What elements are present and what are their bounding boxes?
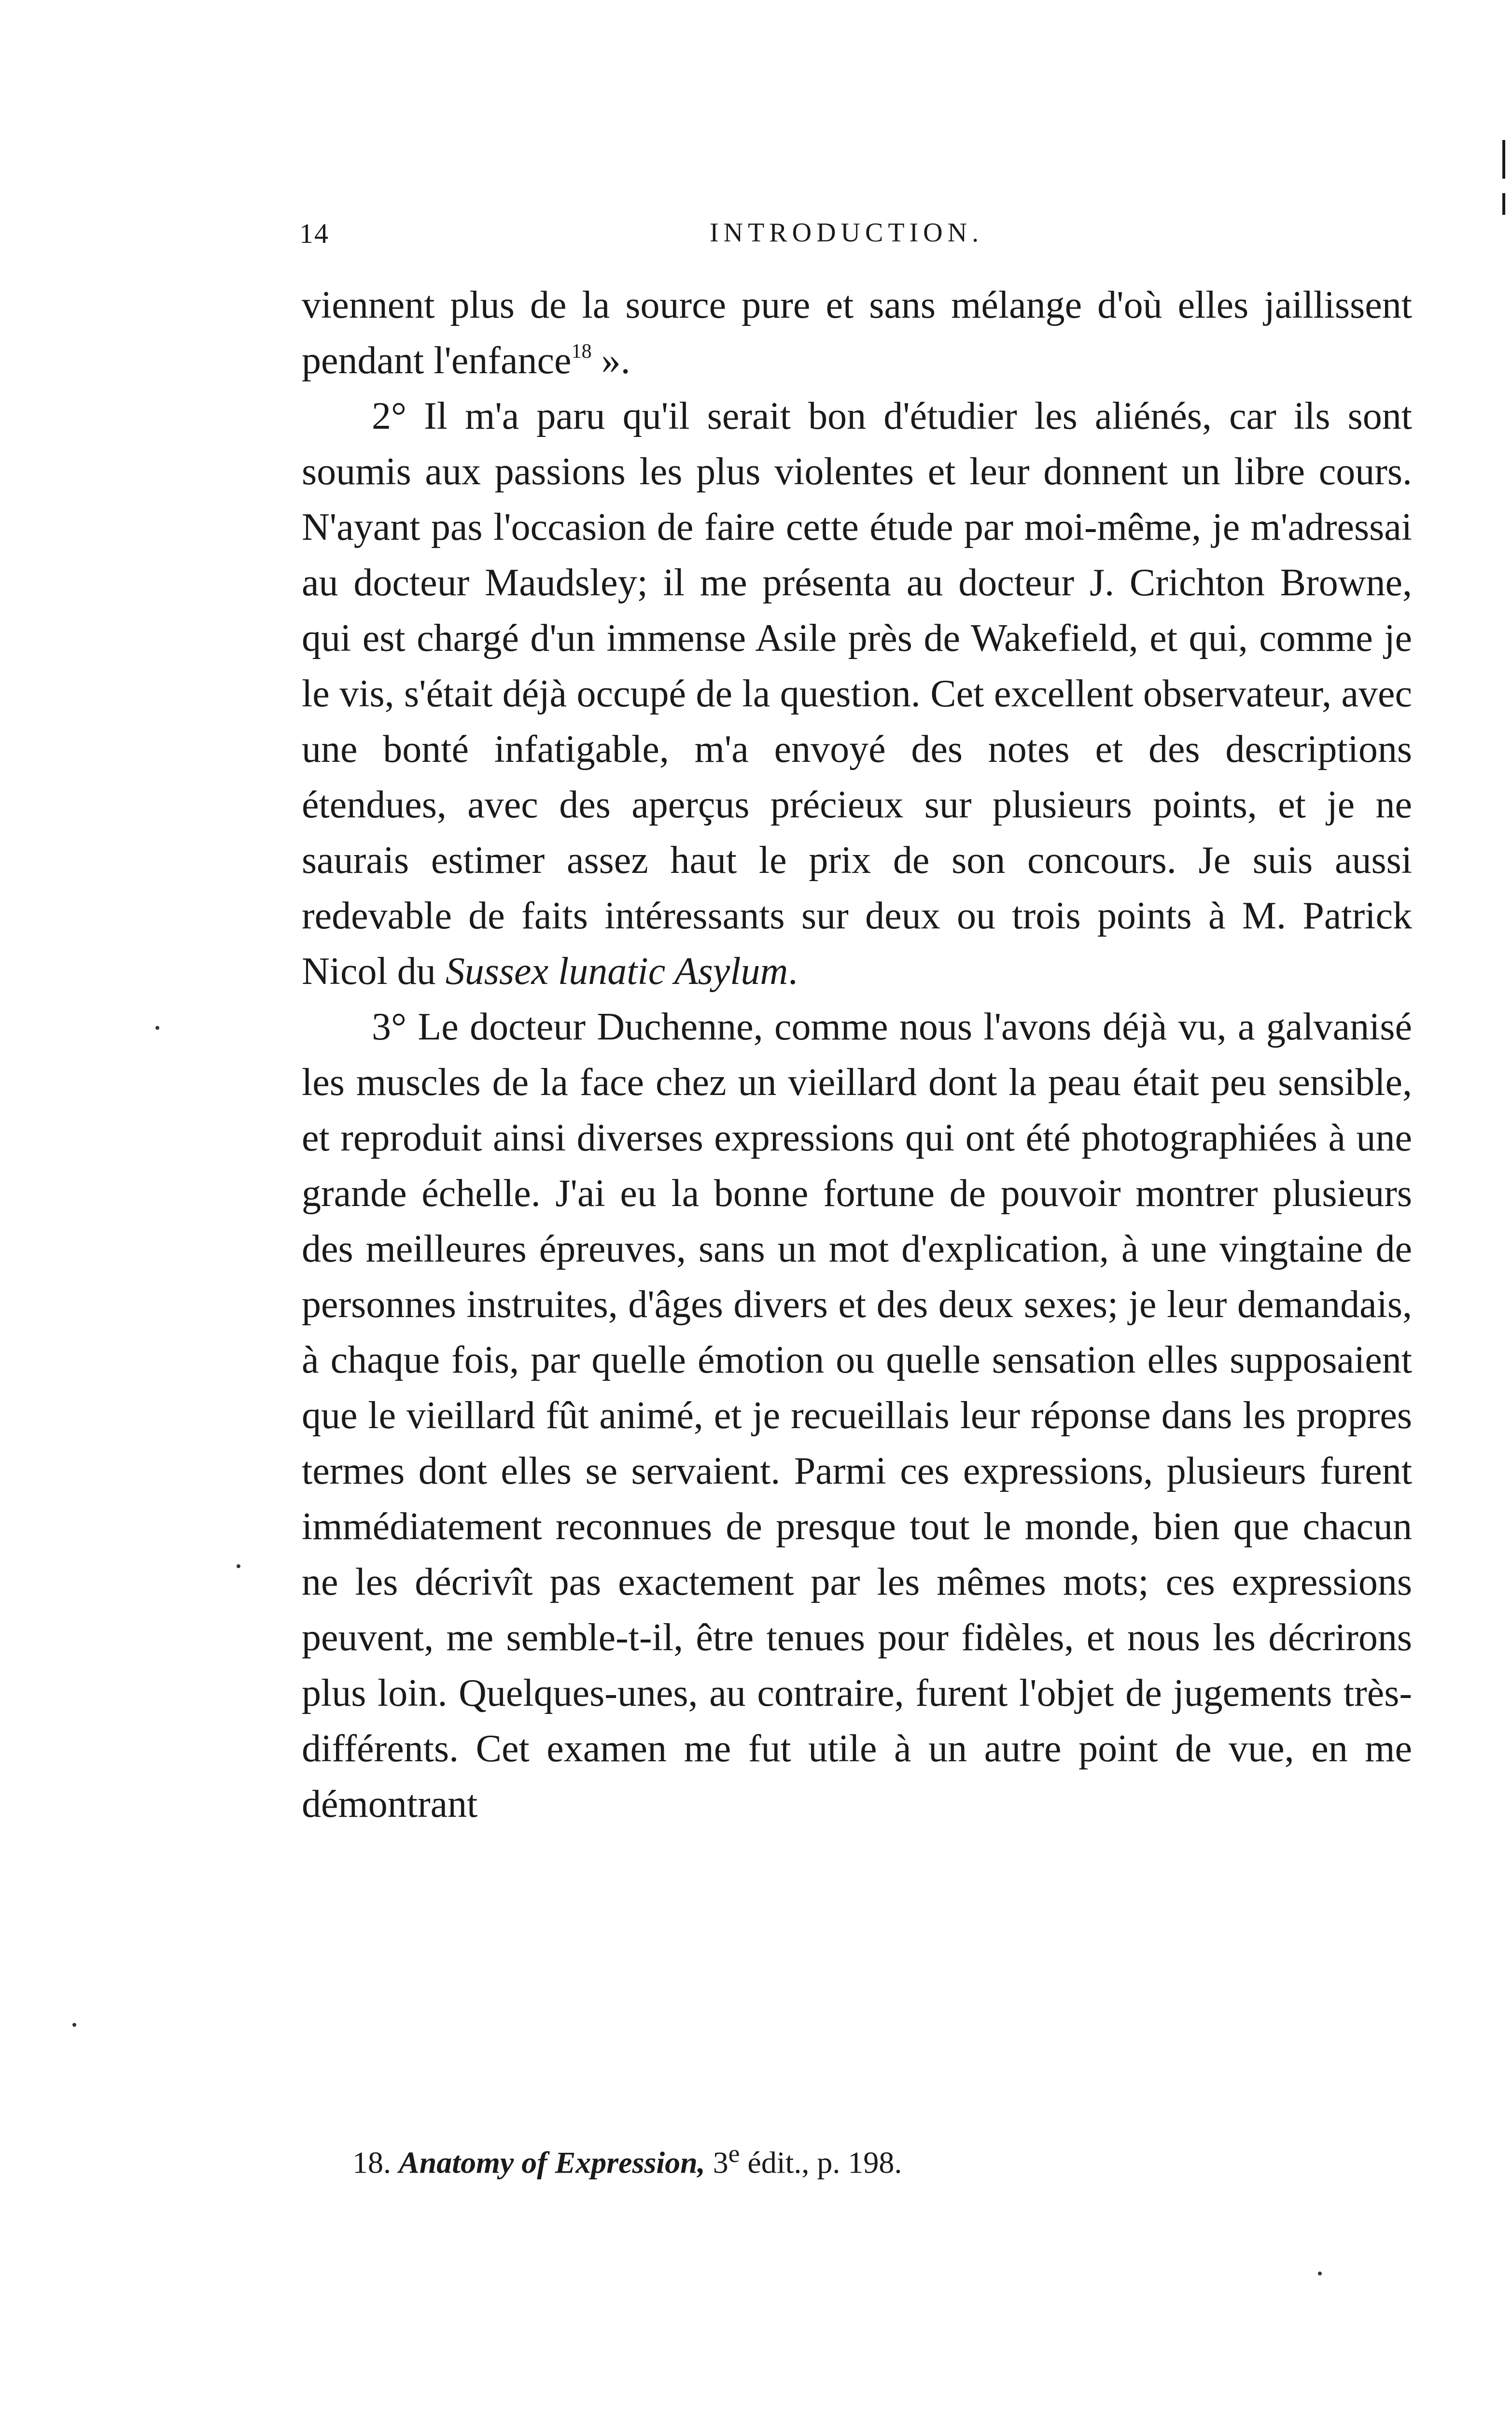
page-header [299,217,1410,261]
footnote-rest: édit., p. 198. [747,2145,902,2180]
paragraph-insane [302,389,1412,999]
italic-institution-name: Sussex lunatic Asylum [445,950,788,993]
footnote-edition-suffix: e [728,2139,740,2168]
paragraph-duchenne [302,999,1412,1832]
paragraph-text: 2° Il m'a paru qu'il serait bon d'étudier les aliénés, car ils sont soumis aux passions les plus violentes et leur donnent un libre cours. N'ayant pas l'occasion de faire cette étude par moi-même, je m'adressai au docteur Maudsley; il me présenta au docteur J. Crichton Browne, qui est chargé d'un immense Asile près de Wakefield, et qui, comme je le vis, s'était déjà occupé de la question. Cet excellent observateur, avec une bonté infatigable, m'a envoyé des notes et des descriptions étendues, avec des aperçus précieux sur plusieurs points, et je ne saurais estimer assez haut le prix de son concours. Je suis aussi redevable de faits intéressants sur deux ou trois points à M. Patrick Nicol du [302,395,1412,993]
scan-speck [237,1564,240,1568]
scan-edge-mark [1502,140,1505,179]
scan-speck [1318,2272,1322,2275]
scan-speck [72,2023,76,2027]
paragraph-text-end: ». [591,339,630,382]
body-text [302,278,1412,1832]
paragraph-text: 3° Le docteur Duchenne, comme nous l'avons déjà vu, a galvanisé les muscles de la face chez un vieillard dont la peau était peu sensible, et reproduit ainsi diverses expressions qui ont été photographiées à une grande échelle. J'ai eu la bonne fortune de pouvoir montrer plusieurs des meilleures épreuves, sans un mot d'explication, à une vingtaine de personnes instruites, d'âges divers et des deux sexes; je leur demandais, à chaque fois, par quelle émotion ou quelle sensation elles supposaient que le vieillard fût animé, et je recueillais leur réponse dans les propres termes dont elles se servaient. Parmi ces expressions, plusieurs furent immédiatement reconnues de presque tout le monde, bien que chacun ne les décrivît pas exactement par les mêmes mots; ces expressions peuvent, me semble-t-il, être tenues pour fidèles, et nous les décrirons plus loin. Quelques-unes, au contraire, furent l'objet de jugements très-différents. Cet examen me fut utile à un autre point de vue, en me démontrant [302,1006,1412,1825]
footnote-reference: 18 [571,340,592,363]
footnote-title: Anatomy of Expression, [399,2145,705,2180]
paragraph-text: viennent plus de la source pure et sans mélange d'où elles jaillissent pendant l'enfance [302,284,1412,382]
footnote-number: 18. [352,2145,391,2180]
running-head: INTRODUCTION. [710,218,984,248]
footnote-edition: 3 [713,2145,728,2180]
paragraph-text-end: . [788,950,798,993]
scan-speck [155,1026,159,1030]
page-number: 14 [299,218,329,249]
paragraph-continuation [302,278,1412,389]
scan-edge-mark [1502,193,1505,215]
footnote [352,2132,1366,2184]
